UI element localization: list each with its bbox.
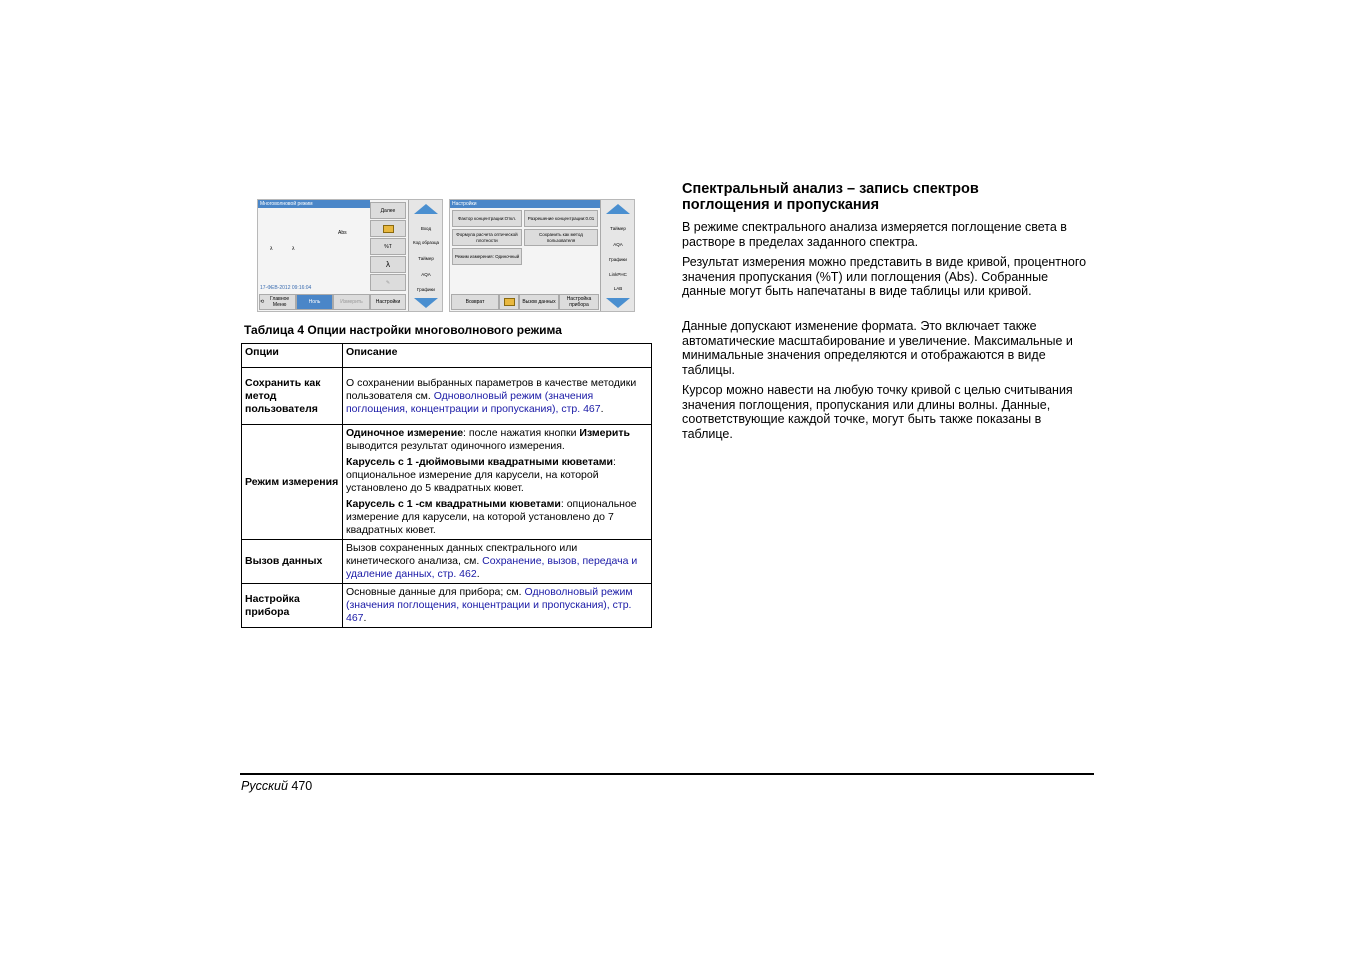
screenshot-settings xyxy=(449,199,635,312)
percent-t-button[interactable]: %T xyxy=(370,238,406,255)
conc-factor-button[interactable]: Фактор концентрации:Откл. xyxy=(452,210,522,227)
main-menu-label: Главное Меню xyxy=(270,296,290,308)
scroll-up-icon[interactable] xyxy=(606,204,630,214)
desc-carousel-cm xyxy=(346,498,648,537)
table-row xyxy=(242,540,652,584)
link-single-wave-mode[interactable]: Одноволновый режим (значения поглощения, концентрации и пропускания), стр. 467 xyxy=(346,586,633,624)
sidebar-item-login[interactable]: Вход xyxy=(420,226,432,231)
table-row xyxy=(242,368,652,425)
link-single-wave-mode[interactable]: Одноволновый режим (значения поглощения, концентрации и пропускания), стр. 467 xyxy=(346,389,601,415)
instrument-setup-button[interactable]: Настройка прибора xyxy=(559,294,599,310)
desc-end: . xyxy=(476,568,480,580)
desc-text: выводится результат одиночного измерения. xyxy=(346,440,565,452)
settings-button[interactable]: Настройки xyxy=(370,294,406,310)
footer-rule xyxy=(240,773,1094,775)
desc-text: Вызов сохраненных данных спектрального или кинетического анализа, см. xyxy=(346,542,578,567)
measure-button[interactable]: Измерить xyxy=(333,294,370,310)
carousel-inch-term: Карусель с 1 -дюймовыми квадратными кюветами xyxy=(346,456,614,468)
option-recall-data: Вызов данных xyxy=(242,540,343,584)
footer-language: Русский xyxy=(241,779,288,793)
lambda-label-1: λ xyxy=(270,246,273,252)
sidebar-item-graphs[interactable]: Графики xyxy=(609,257,627,262)
sidebar-item-aqa[interactable]: AQA xyxy=(613,242,623,247)
back-button[interactable]: Возврат xyxy=(451,294,499,310)
screen-title: Многоволновой режим xyxy=(258,200,370,208)
carousel-cm-term: Карусель с 1 -см квадратными кюветами xyxy=(346,498,561,510)
absorbance-formula-button[interactable]: Формула расчета оптической плотности xyxy=(452,229,522,246)
desc-carousel-inch xyxy=(346,456,648,495)
measure-term: Измерить xyxy=(579,427,630,439)
description-instrument-setup xyxy=(343,584,652,628)
desc-text: : опциональное измерение для карусели, на которой установлено до 7 квадратных кювет. xyxy=(346,498,637,536)
section-heading: Спектральный анализ – запись спектров поглощения и пропускания xyxy=(682,181,979,213)
desc-end: . xyxy=(600,402,604,415)
scroll-down-icon[interactable] xyxy=(414,298,438,308)
options-table xyxy=(241,343,652,628)
desc-single-measurement xyxy=(346,427,648,453)
recall-data-button[interactable]: Вызов данных xyxy=(519,294,559,310)
option-instrument-setup: Настройка прибора xyxy=(242,584,343,628)
save-user-method-button[interactable]: Сохранить как метод пользователя xyxy=(524,229,598,246)
single-measurement-term: Одиночное измерение xyxy=(346,427,464,439)
table-caption: Таблица 4 Опции настройки многоволнового режима xyxy=(244,323,562,337)
sidebar xyxy=(600,200,635,311)
sidebar-item-lab[interactable]: LAB xyxy=(613,286,623,291)
paragraph-3: Данные допускают изменение формата. Это включает также автоматические масштабирование и увеличение. Максимальные и минимальные значения определяются и отображаются в виде таблицы. xyxy=(682,319,1073,377)
sidebar-item-sample-id[interactable]: Код образца xyxy=(412,240,440,245)
sidebar-item-timer[interactable]: Таймер xyxy=(418,256,434,261)
sidebar-item-timer[interactable]: Таймер xyxy=(610,226,626,231)
header-options: Опции xyxy=(242,344,343,368)
tool-button[interactable] xyxy=(370,274,406,291)
scroll-down-icon[interactable] xyxy=(606,298,630,308)
sidebar-item-linkphc[interactable]: LinkPHC xyxy=(609,272,627,277)
table-header-row xyxy=(242,344,652,368)
screen-title: Настройки xyxy=(450,200,600,208)
table-row xyxy=(242,425,652,540)
folder-icon xyxy=(383,225,394,233)
option-save-user-method: Сохранить как метод пользователя xyxy=(242,368,343,425)
main-menu-button[interactable] xyxy=(259,294,296,310)
folder-button[interactable] xyxy=(499,294,519,310)
back-icon: ⟲ xyxy=(260,299,265,305)
desc-text: Основные данные для прибора; см. xyxy=(346,586,525,598)
desc-text: : опциональное измерение для карусели, на которой установлено до 5 квадратных кювет. xyxy=(346,456,616,494)
pen-icon: ✎ xyxy=(385,279,391,286)
next-button[interactable]: Далее xyxy=(370,202,406,219)
desc-end: . xyxy=(363,612,367,624)
paragraph-4: Курсор можно навести на любую точку кривой с целью считывания значения поглощения, пропускания или длины волны. Данные, соответствующие каждой точке, могут быть также показаны в таблице. xyxy=(682,383,1073,441)
sidebar-item-aqa[interactable]: AQA xyxy=(421,272,431,277)
scroll-up-icon[interactable] xyxy=(414,204,438,214)
screenshot-multiwave-mode xyxy=(257,199,443,312)
description-save-user-method xyxy=(343,368,652,425)
conc-resolution-button[interactable]: Разрешение концентрации:0.01 xyxy=(524,210,598,227)
measurement-mode-button[interactable]: Режим измерения: Одиночный xyxy=(452,248,522,265)
link-save-recall-data[interactable]: Сохранение, вызов, передача и удаление данных, стр. 462 xyxy=(346,555,638,580)
lambda-button[interactable]: λ xyxy=(370,256,406,273)
zero-button[interactable]: Ноль xyxy=(296,294,333,310)
description-measurement-mode xyxy=(343,425,652,540)
desc-text: О сохранении выбранных параметров в качестве методики пользователя см. xyxy=(346,376,637,402)
footer-page-label xyxy=(241,779,312,793)
description-recall-data xyxy=(343,540,652,584)
folder-button[interactable] xyxy=(370,220,406,237)
desc-text: : после нажатия кнопки xyxy=(463,427,580,439)
lambda-label-2: λ xyxy=(292,246,295,252)
datetime: 17-ФЕВ-2012 09:16:04 xyxy=(260,285,312,291)
header-description: Описание xyxy=(343,344,652,368)
option-measurement-mode: Режим измерения xyxy=(242,425,343,540)
sidebar-item-graphs[interactable]: Графики xyxy=(417,287,435,292)
sidebar xyxy=(408,200,443,311)
unit-label: Abs xyxy=(338,230,347,236)
paragraph-1: В режиме спектрального анализа измеряется поглощение света в растворе в пределах заданного спектра. xyxy=(682,220,1067,249)
folder-icon xyxy=(504,298,515,306)
table-row xyxy=(242,584,652,628)
footer-page-number: 470 xyxy=(291,779,313,793)
paragraph-2: Результат измерения можно представить в виде кривой, процентного значения пропускания (%T) или поглощения (Abs). Собранные данные могут быть напечатаны в виде таблицы или кривой. xyxy=(682,255,1087,298)
